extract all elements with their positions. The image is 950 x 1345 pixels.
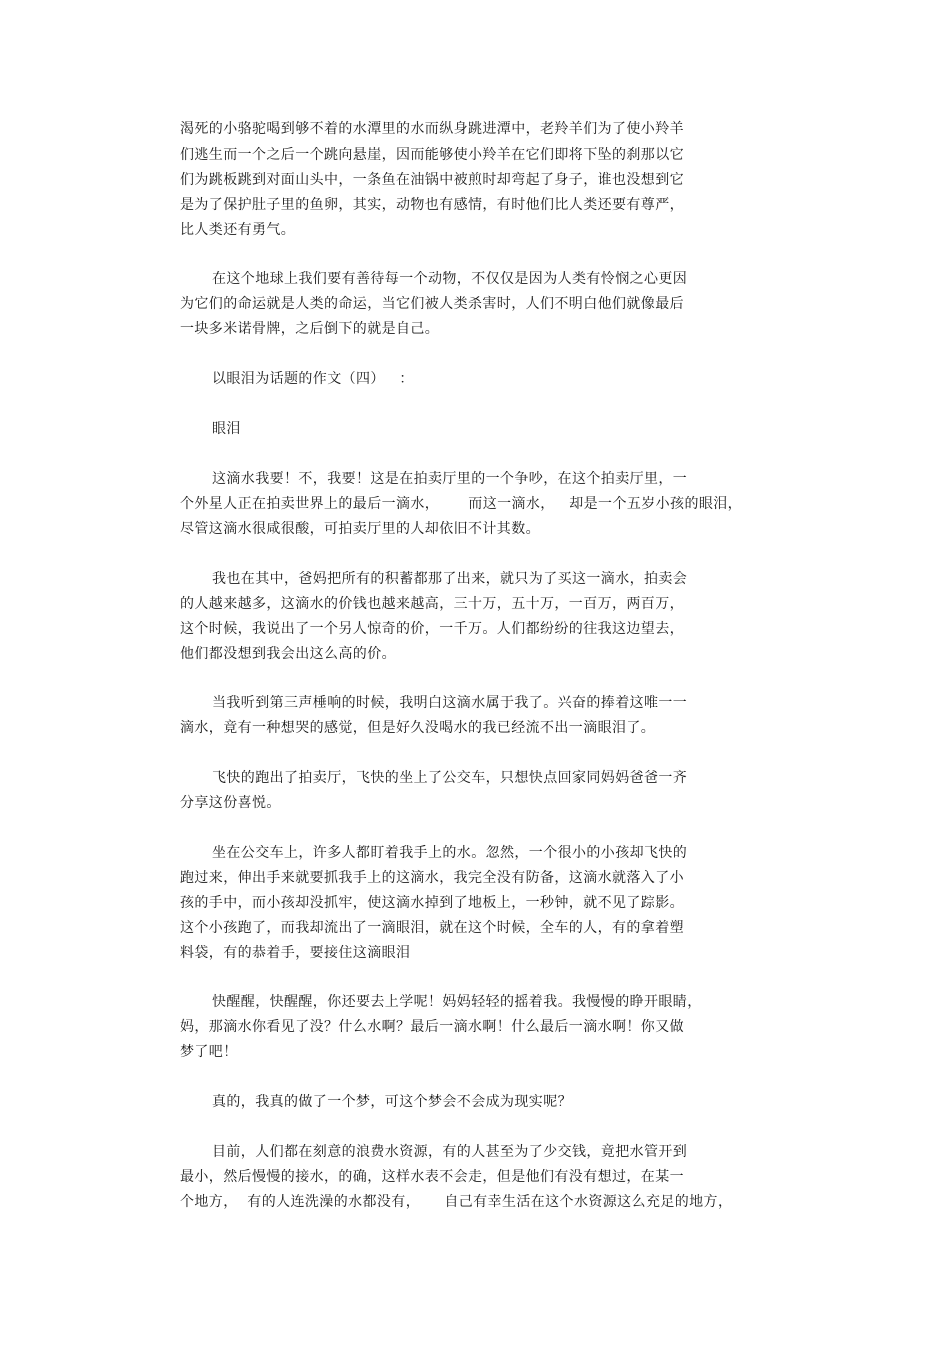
paragraph-line: 个地方， 有的人连洗澡的水都没有， 自己有幸生活在这个水资源这么充足的地方， xyxy=(180,1194,733,1210)
paragraph-line: 这个时候，我说出了一个另人惊奇的价，一千万。人们都纷纷的往我这边望去， xyxy=(180,621,684,637)
paragraph-line: 滴水，竟有一种想哭的感觉，但是好久没喝水的我已经流不出一滴眼泪了。 xyxy=(180,720,656,736)
paragraph-line: 我也在其中，爸妈把所有的积蓄都那了出来，就只为了买这一滴水，拍卖会 xyxy=(212,571,688,587)
paragraph-line: 最小，然后慢慢的接水，的确，这样水表不会走，但是他们有没有想过，在某一 xyxy=(180,1169,684,1185)
paragraph-line: 渴死的小骆驼喝到够不着的水潭里的水而纵身跳进潭中，老羚羊们为了使小羚羊 xyxy=(180,121,684,137)
paragraph-line: 当我听到第三声棰响的时候，我明白这滴水属于我了。兴奋的捧着这唯一一 xyxy=(212,695,688,711)
section-heading-text: 以眼泪为话题的作文（四） ： xyxy=(212,371,414,387)
paragraph-line: 梦了吧！ xyxy=(180,1044,238,1060)
paragraph-line: 跑过来，伸出手来就要抓我手上的这滴水，我完全没有防备，这滴水就落入了小 xyxy=(180,870,684,886)
paragraph-line: 快醒醒，快醒醒，你还要去上学呢！妈妈轻轻的摇着我。我慢慢的睁开眼睛， xyxy=(212,994,702,1010)
paragraph-line: 比人类还有勇气。 xyxy=(180,222,296,238)
paragraph-line: 分享这份喜悦。 xyxy=(180,795,281,811)
paragraph-line: 坐在公交车上，许多人都盯着我手上的水。忽然，一个很小的小孩却飞快的 xyxy=(212,845,688,861)
paragraph-line: 的人越来越多，这滴水的价钱也越来越高，三十万，五十万，一百万，两百万， xyxy=(180,596,684,612)
paragraph-line: 真的，我真的做了一个梦，可这个梦会不会成为现实呢？ xyxy=(212,1094,572,1110)
paragraph-line: 飞快的跑出了拍卖厅，飞快的坐上了公交车，只想快点回家同妈妈爸爸一齐 xyxy=(212,770,688,786)
paragraph-line: 这滴水我要！不，我要！这是在拍卖厅里的一个争吵，在这个拍卖厅里，一 xyxy=(212,471,688,487)
paragraph-line: 在这个地球上我们要有善待每一个动物，不仅仅是因为人类有怜悯之心更因 xyxy=(212,271,688,287)
paragraph-line: 他们都没想到我会出这么高的价。 xyxy=(180,646,396,662)
paragraph-line: 尽管这滴水很咸很酸，可拍卖厅里的人却依旧不计其数。 xyxy=(180,521,540,537)
paragraph-line: 这个小孩跑了，而我却流出了一滴眼泪，就在这个时候，全车的人，有的拿着塑 xyxy=(180,920,684,936)
paragraph-line: 料袋，有的恭着手，要接住这滴眼泪 xyxy=(180,945,411,961)
paragraph-line: 们逃生而一个之后一个跳向悬崖，因而能够使小羚羊在它们即将下坠的刹那以它 xyxy=(180,147,684,163)
paragraph-line: 孩的手中，而小孩却没抓牢，使这滴水掉到了地板上，一秒钟，就不见了踪影。 xyxy=(180,895,684,911)
paragraph-line: 妈，那滴水你看见了没？什么水啊？最后一滴水啊！什么最后一滴水啊！你又做 xyxy=(180,1019,684,1035)
paragraph-line: 是为了保护肚子里的鱼卵，其实，动物也有感情，有时他们比人类还要有尊严， xyxy=(180,197,684,213)
essay-title-text: 眼泪 xyxy=(212,421,241,437)
paragraph-line: 们为跳板跳到对面山头中，一条鱼在油锅中被煎时却弯起了身子，谁也没想到它 xyxy=(180,172,684,188)
paragraph-line: 一块多米诺骨牌，之后倒下的就是自己。 xyxy=(180,321,440,337)
paragraph-line: 为它们的命运就是人类的命运，当它们被人类杀害时，人们不明白他们就像最后 xyxy=(180,296,684,312)
paragraph-line: 目前，人们都在刻意的浪费水资源，有的人甚至为了少交钱，竟把水管开到 xyxy=(212,1144,688,1160)
paragraph-line: 个外星人正在拍卖世界上的最后一滴水， 而这一滴水， 却是一个五岁小孩的眼泪， xyxy=(180,496,743,512)
